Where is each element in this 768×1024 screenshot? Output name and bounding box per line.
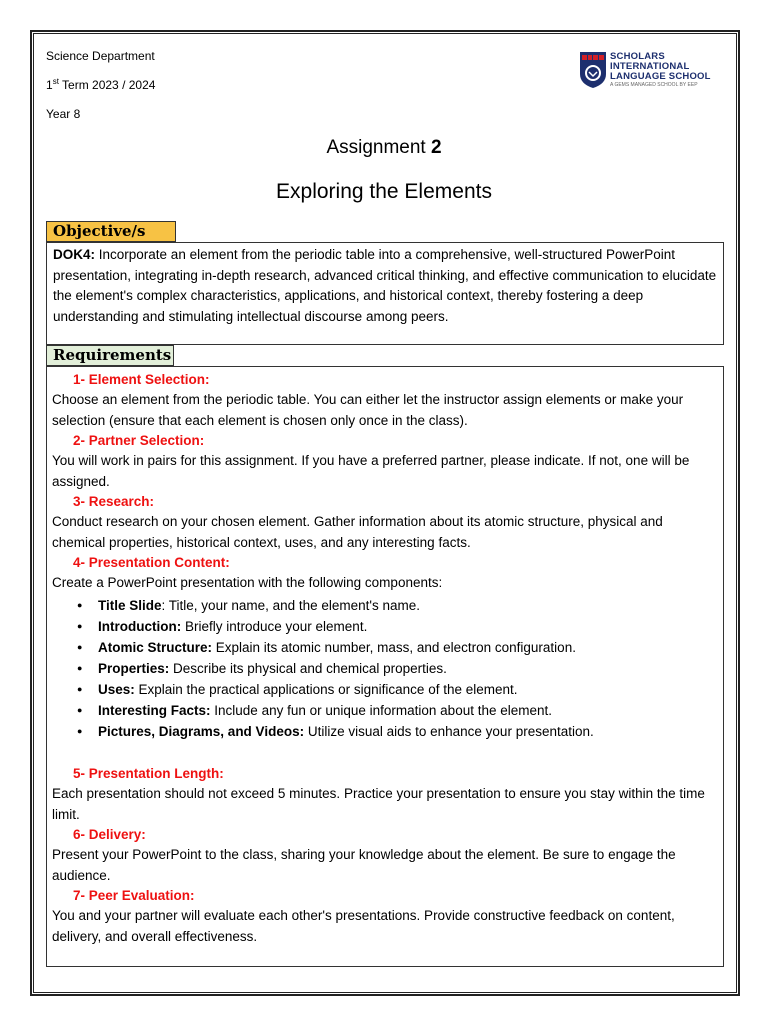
requirement-item [47, 370, 723, 431]
requirement-heading: 7- Peer Evaluation: [73, 888, 195, 903]
requirements-heading: Requirements [46, 345, 174, 366]
term-label: 1st Term 2023 / 2024 [46, 77, 156, 92]
requirement-heading: 4- Presentation Content: [73, 555, 230, 570]
requirement-item [47, 886, 723, 947]
requirement-item [47, 431, 723, 492]
requirement-body: Each presentation should not exceed 5 minutes. Practice your presentation to ensure you stay within the time limit. [52, 786, 705, 822]
list-item: ● Properties: Describe its physical and chemical properties. [47, 658, 723, 679]
requirement-body: You will work in pairs for this assignment. If you have a preferred partner, please indicate. If not, one will be assigned. [52, 453, 690, 489]
requirement-heading: 6- Delivery: [73, 827, 146, 842]
requirement-item [47, 553, 723, 594]
requirement-body: Choose an element from the periodic table. You can either let the instructor assign elements or make your selection (ensure that each element is chosen only once in the class). [52, 392, 684, 428]
requirement-heading: 1- Element Selection: [73, 372, 210, 387]
requirement-heading: 2- Partner Selection: [73, 433, 205, 448]
requirement-heading: 5- Presentation Length: [73, 766, 224, 781]
list-item: ● Title Slide: Title, your name, and the element's name. [47, 595, 723, 616]
requirement-body: Conduct research on your chosen element. Gather information about its atomic structure, physical and chemical properties, historical context, uses, and any interesting facts. [52, 514, 663, 550]
list-item: ● Pictures, Diagrams, and Videos: Utilize visual aids to enhance your presentation. [47, 721, 723, 742]
school-crest-icon [578, 50, 608, 90]
assignment-title: Assignment 2 [326, 137, 442, 158]
list-item: ● Atomic Structure: Explain its atomic number, mass, and electron configuration. [47, 637, 723, 658]
logo-tagline: A GEMS MANAGED SCHOOL BY EEP [610, 82, 698, 88]
list-item: ● Uses: Explain the practical applications or significance of the element. [47, 679, 723, 700]
requirements-box [46, 366, 724, 967]
year-label: Year 8 [46, 107, 81, 121]
requirement-body: You and your partner will evaluate each other's presentations. Provide constructive feedback on content, delivery, and overall effectiveness. [52, 908, 675, 944]
components-list [47, 595, 723, 742]
requirement-heading: 3- Research: [73, 494, 155, 509]
objective-text: DOK4: Incorporate an element from the periodic table into a comprehensive, well-structured PowerPoint presentation, integrating in-depth research, advanced critical thinking, and effective communication to elucidate the element's complex characteristics, applications, and historical context, thereby fostering a deep understanding and stimulating intellectual discourse among peers. [53, 247, 717, 324]
assignment-subtitle: Exploring the Elements [276, 180, 492, 203]
school-logo [578, 50, 713, 90]
requirement-item [47, 492, 723, 553]
list-item: ● Introduction: Briefly introduce your element. [47, 616, 723, 637]
objective-box [46, 242, 724, 345]
objective-heading: Objective/s [46, 221, 176, 242]
list-item: ● Interesting Facts: Include any fun or unique information about the element. [47, 700, 723, 721]
requirement-body: Present your PowerPoint to the class, sharing your knowledge about the element. Be sure to engage the audience. [52, 847, 676, 883]
requirement-item [47, 825, 723, 886]
requirement-body: Create a PowerPoint presentation with the following components: [52, 575, 443, 590]
logo-wordmark: SCHOLARS INTERNATIONAL LANGUAGE SCHOOL [610, 51, 711, 82]
department-label: Science Department [46, 49, 155, 63]
requirement-item [47, 764, 723, 825]
